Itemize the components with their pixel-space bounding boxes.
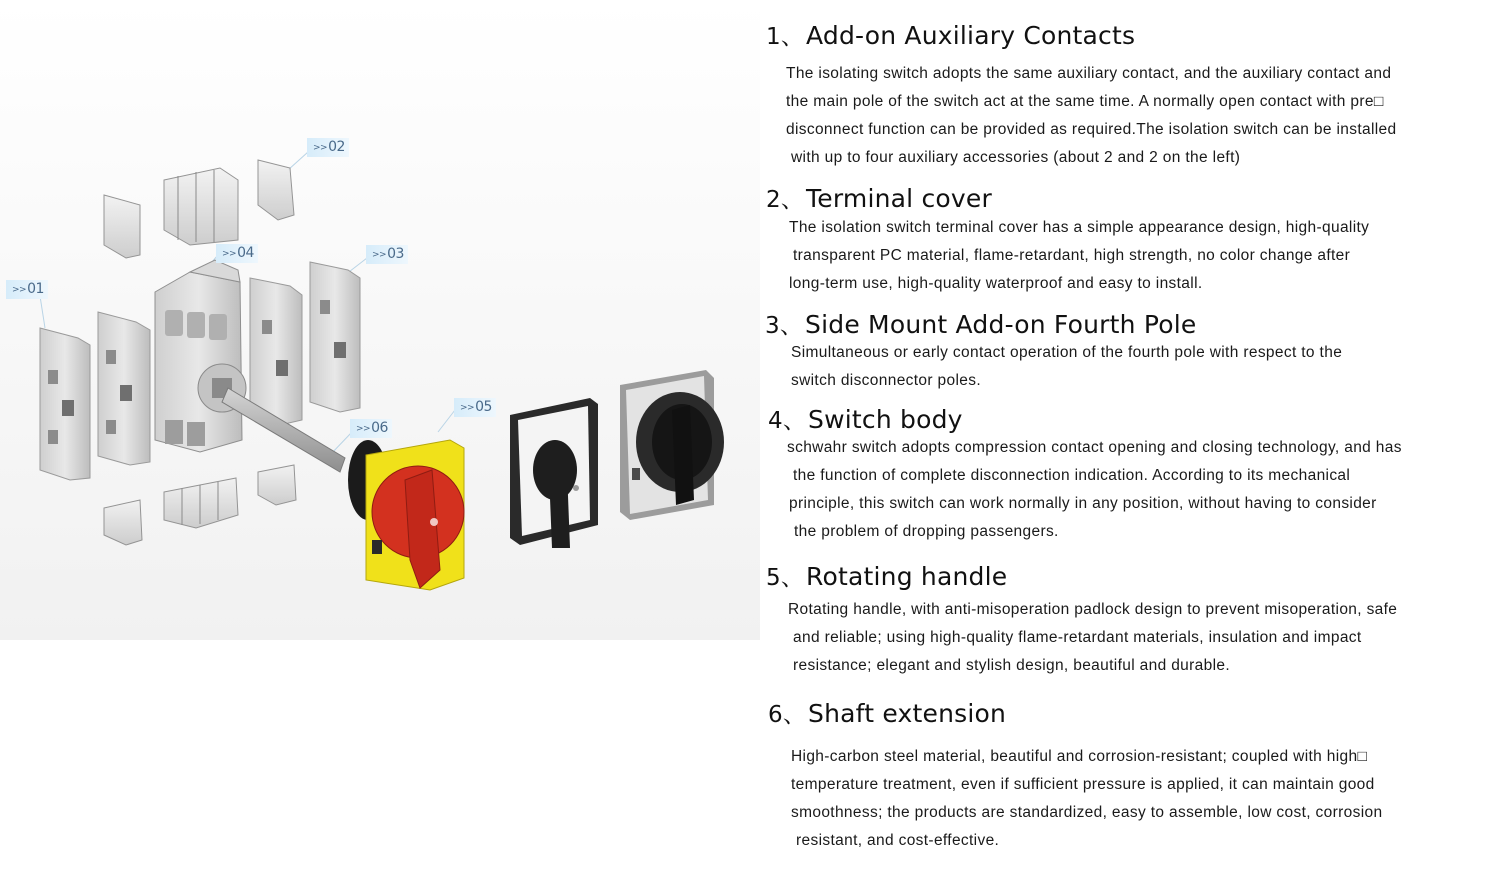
- section-6-line: resistant, and cost-effective.: [796, 832, 1000, 849]
- section-3-line: switch disconnector poles.: [791, 372, 982, 389]
- callout-02: >>02: [307, 138, 349, 157]
- section-4-line: schwahr switch adopts compression contact opening and closing technology, and has: [787, 439, 1402, 456]
- section-5-number: 5、: [766, 565, 805, 591]
- section-6-line: smoothness; the products are standardized, easy to assemble, low cost, corrosion: [791, 804, 1383, 821]
- section-3-title: Side Mount Add-on Fourth Pole: [805, 310, 1197, 339]
- section-5-line: resistance; elegant and stylish design, beautiful and durable.: [793, 657, 1231, 674]
- section-5-title: Rotating handle: [806, 562, 1008, 591]
- section-2-line: The isolation switch terminal cover has a simple appearance design, high-quality: [789, 219, 1370, 236]
- section-2-heading: [766, 181, 992, 214]
- section-4-heading: [768, 402, 963, 435]
- section-2-number: 2、: [766, 187, 805, 213]
- section-5-line: and reliable; using high-quality flame-retardant materials, insulation and impact: [793, 629, 1362, 646]
- section-5-heading: [766, 559, 1007, 592]
- section-2-line: long-term use, high-quality waterproof and easy to install.: [789, 275, 1203, 292]
- section-2-line: transparent PC material, flame-retardant, high strength, no color change after: [793, 247, 1351, 264]
- section-4-line: principle, this switch can work normally in any position, without having to consider: [789, 495, 1377, 512]
- section-3-number: 3、: [765, 313, 804, 339]
- section-4-line: the function of complete disconnection indication. According to its mechanical: [793, 467, 1351, 484]
- section-2-title: Terminal cover: [806, 184, 992, 213]
- section-6-title: Shaft extension: [808, 699, 1007, 728]
- section-5-line: Rotating handle, with anti-misoperation padlock design to prevent misoperation, safe: [788, 601, 1398, 618]
- section-1-line: disconnect function can be provided as required.The isolation switch can be installed: [786, 121, 1397, 138]
- section-1-title: Add-on Auxiliary Contacts: [806, 21, 1136, 50]
- callout-06: >>06: [350, 419, 392, 438]
- callout-03: >>03: [366, 245, 408, 264]
- section-6-heading: [768, 696, 1006, 729]
- section-4-line: the problem of dropping passengers.: [794, 523, 1059, 540]
- section-1-line: the main pole of the switch act at the same time. A normally open contact with pre□: [786, 93, 1384, 110]
- callout-01: >>01: [6, 280, 48, 299]
- section-6-number: 6、: [768, 702, 807, 728]
- section-1-line: The isolating switch adopts the same auxiliary contact, and the auxiliary contact and: [786, 65, 1392, 82]
- section-1-heading: [766, 18, 1135, 51]
- section-4-number: 4、: [768, 408, 807, 434]
- section-6-line: temperature treatment, even if sufficient pressure is applied, it can maintain good: [791, 776, 1375, 793]
- section-1-number: 1、: [766, 24, 805, 50]
- section-1-line: with up to four auxiliary accessories (about 2 and 2 on the left): [791, 149, 1241, 166]
- section-3-heading: [765, 307, 1196, 340]
- callout-05: >>05: [454, 398, 496, 417]
- section-3-line: Simultaneous or early contact operation of the fourth pole with respect to the: [791, 344, 1343, 361]
- callout-04: >>04: [216, 244, 258, 263]
- section-4-title: Switch body: [808, 405, 963, 434]
- section-6-line: High-carbon steel material, beautiful and corrosion-resistant; coupled with high□: [791, 748, 1368, 765]
